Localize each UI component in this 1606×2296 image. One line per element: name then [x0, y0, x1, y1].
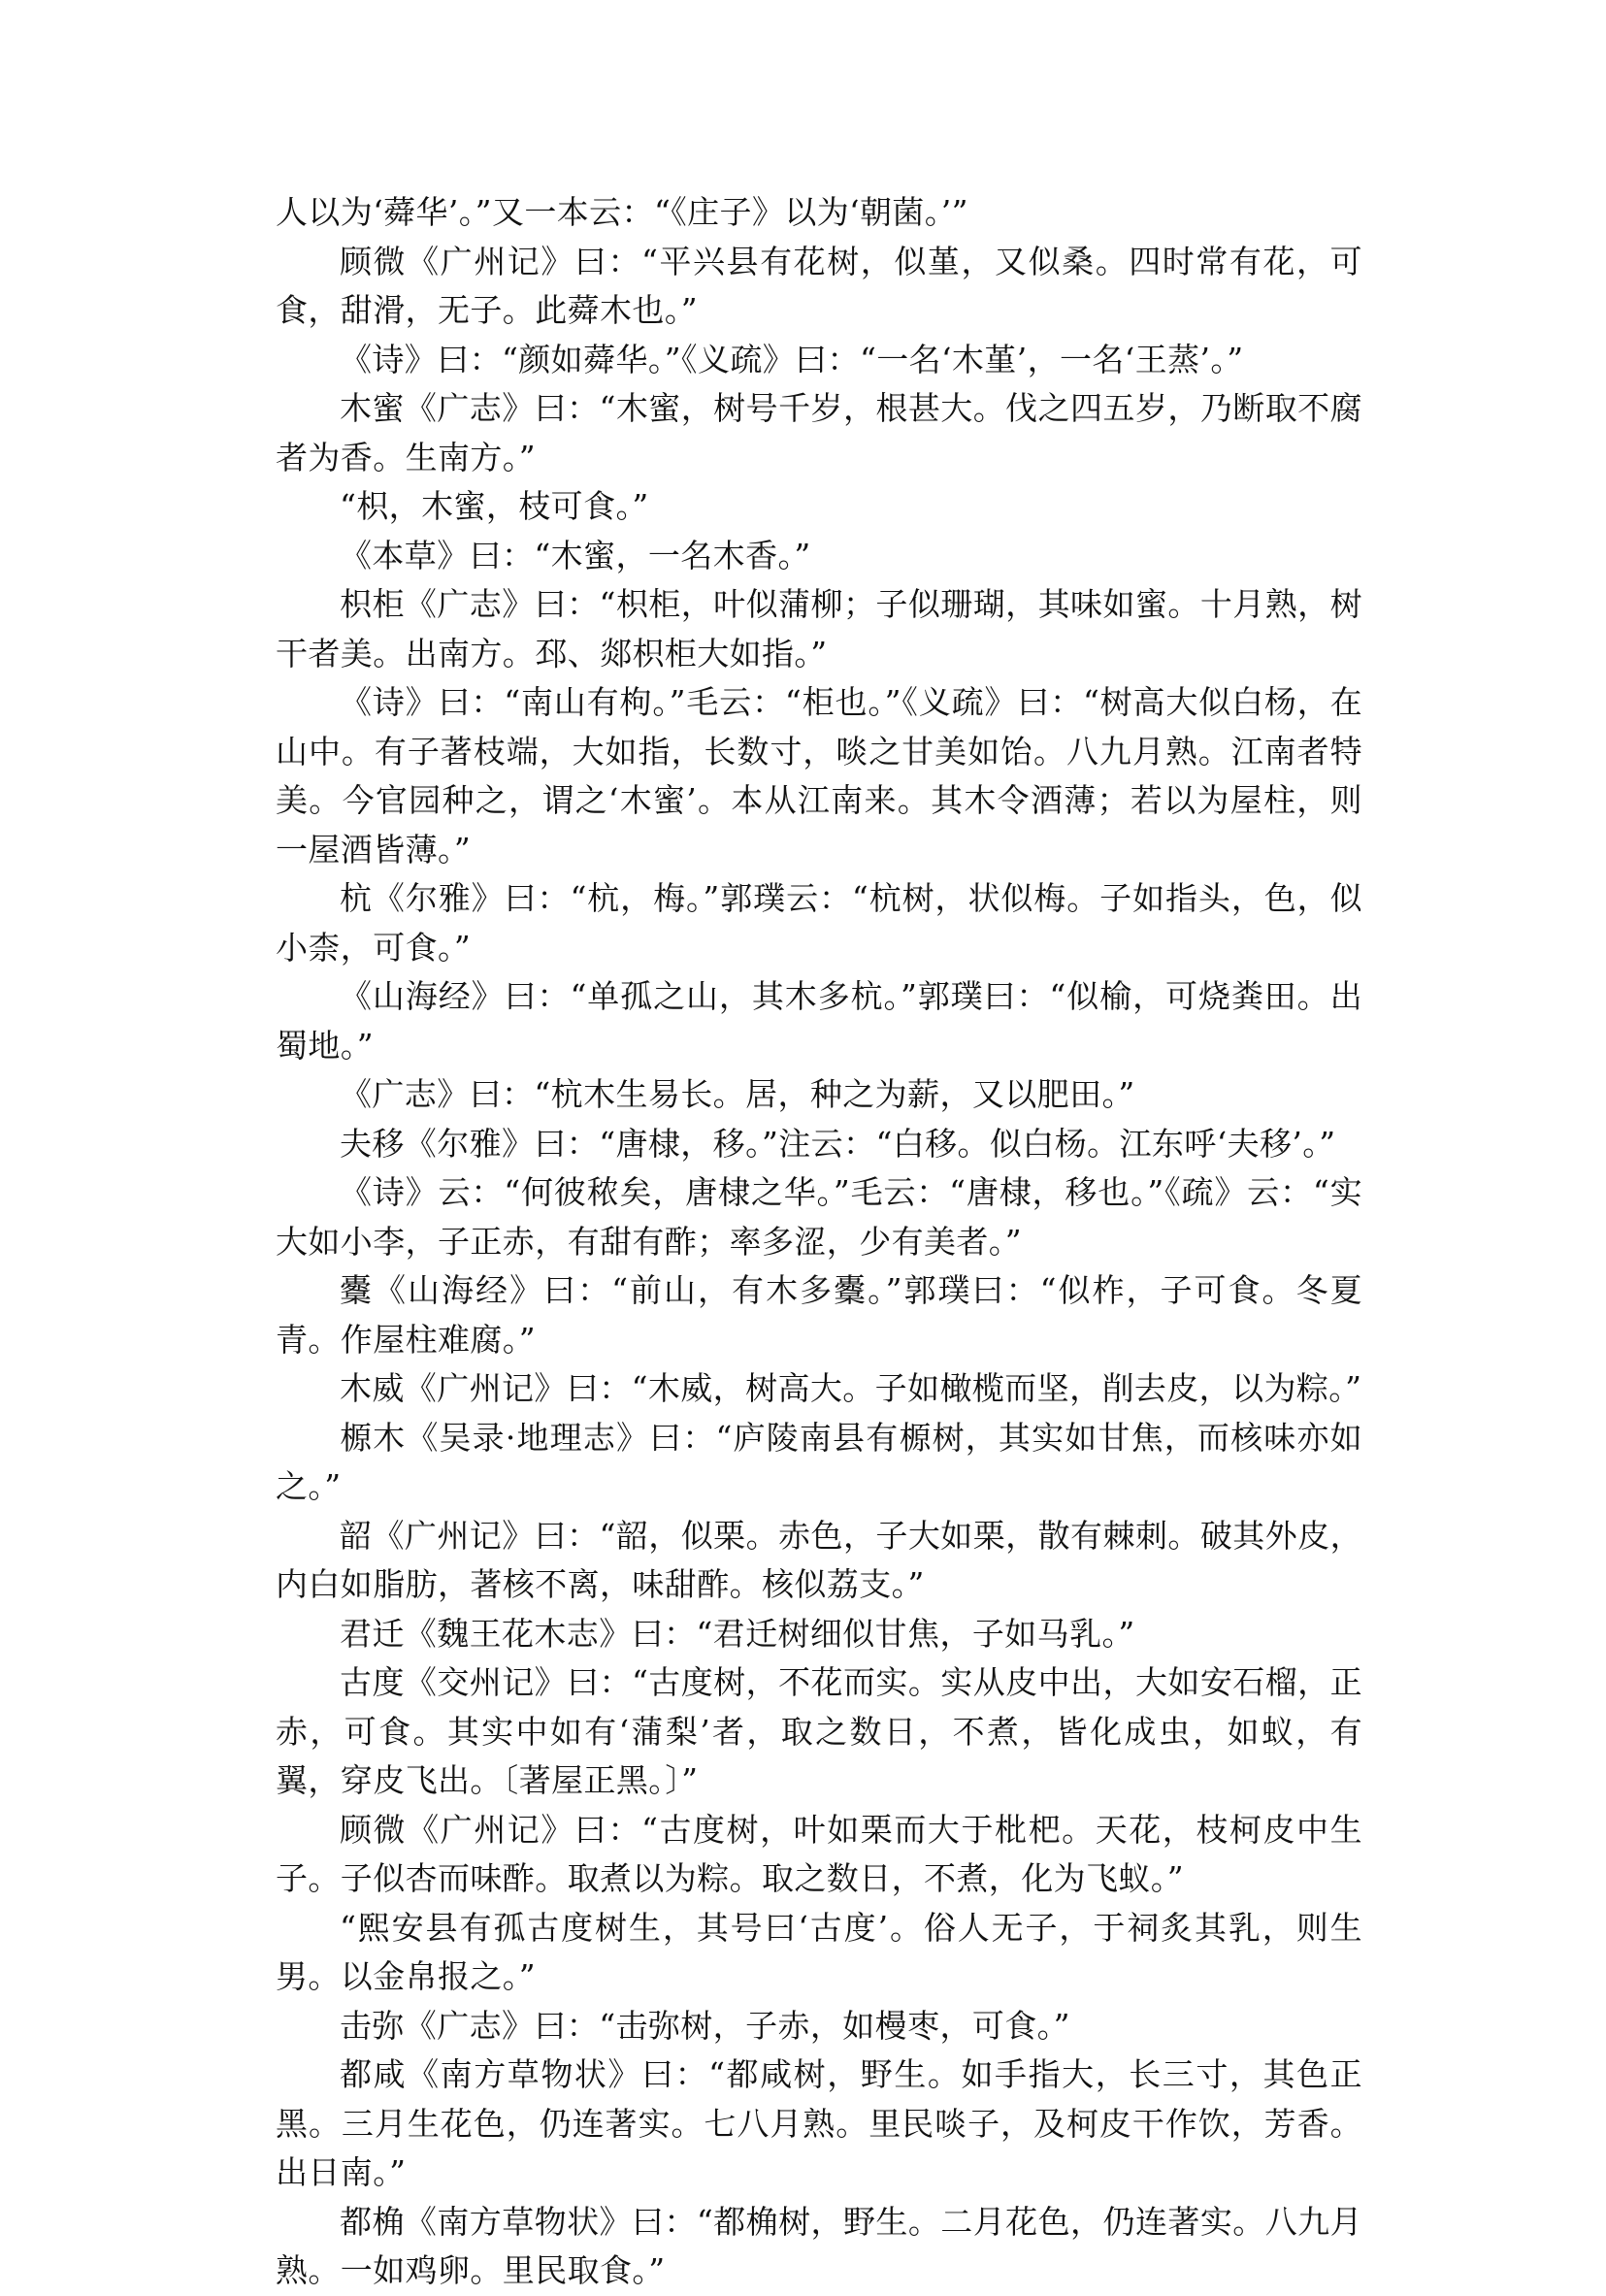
body-text — [276, 188, 1362, 2296]
paragraph: 《本草》曰：“木蜜，一名木香。” — [340, 536, 811, 574]
paragraph: 《山海经》曰：“单孤之山，其木多杭。”郭璞曰：“似榆，可烧粪田。出蜀地。” — [276, 977, 1362, 1065]
paragraph: 都桷《南方草物状》曰：“都桷树，野生。二月花色，仍连著实。八九月熟。一如鸡卵。里民取食。” — [276, 2202, 1362, 2289]
paragraph: 夫移《尔雅》曰：“唐棣，移。”注云：“白移。似白杨。江东呼‘夫移’。” — [340, 1124, 1336, 1163]
paragraph: “枳，木蜜，枝可食。” — [340, 487, 649, 525]
paragraph: 杭《尔雅》曰：“杭，梅。”郭璞云：“杭树，状似梅。子如指头，色，似小柰，可食。” — [276, 879, 1362, 967]
paragraph: 君迁《魏王花木志》曰：“君迁树细似甘焦，子如马乳。” — [340, 1614, 1135, 1653]
paragraph: 都咸《南方草物状》曰：“都咸树，野生。如手指大，长三寸，其色正黑。三月生花色，仍连著实。七八月熟。里民啖子，及柯皮干作饮，芳香。出日南。” — [276, 2055, 1362, 2191]
paragraph: 枳柜《广志》曰：“枳柜，叶似蒲柳；子似珊瑚，其味如蜜。十月熟，树干者美。出南方。邳、郯枳柜大如指。” — [276, 585, 1362, 672]
paragraph: 《诗》曰：“颜如蕣华。”《义疏》曰：“一名‘木堇’，一名‘王蒸’。” — [340, 340, 1244, 378]
paragraph: 櫜《山海经》曰：“前山，有木多櫜。”郭璞曰：“似柞，子可食。冬夏青。作屋柱难腐。” — [276, 1271, 1362, 1359]
paragraph: 古度《交州记》曰：“古度树，不花而实。实从皮中出，大如安石榴，正赤，可食。其实中如有‘蒲梨’者，取之数日，不煮，皆化成虫，如蚁，有翼，穿皮飞出。〔著屋正黑。〕” — [276, 1663, 1362, 1799]
paragraph: 顾微《广州记》曰：“平兴县有花树，似堇，又似桑。四时常有花，可食，甜滑，无子。此蕣木也。” — [276, 242, 1362, 329]
paragraph: “熙安县有孤古度树生，其号曰‘古度’。俗人无子，于祠炙其乳，则生男。以金帛报之。” — [276, 1908, 1362, 1995]
paragraph: 顾微《广州记》曰：“古度树，叶如栗而大于枇杷。天花，枝柯皮中生子。子似杏而味酢。取煮以为粽。取之数日，不煮，化为飞蚁。” — [276, 1810, 1362, 1897]
paragraph: 韶《广州记》曰：“韶，似栗。赤色，子大如栗，散有棘刺。破其外皮，内白如脂肪，著核不离，味甜酢。核似荔支。” — [276, 1516, 1362, 1603]
paragraph: 榞木《吴录·地理志》曰：“庐陵南县有榞树，其实如甘焦，而核味亦如之。” — [276, 1418, 1362, 1505]
paragraph: 击弥《广志》曰：“击弥树，子赤，如槾枣，可食。” — [340, 2006, 1070, 2045]
paragraph: 《广志》曰：“杭木生易长。居，种之为薪，又以肥田。” — [340, 1075, 1135, 1113]
paragraph: 《诗》云：“何彼秾矣，唐棣之华。”毛云：“唐棣，移也。”《疏》云：“实大如小李，子正赤，有甜有酢；率多涩，少有美者。” — [276, 1173, 1362, 1261]
paragraph: 木蜜《广志》曰：“木蜜，树号千岁，根甚大。伐之四五岁，乃断取不腐者为香。生南方。” — [276, 389, 1362, 476]
paragraph: 人以为‘蕣华’。”又一本云：“《庄子》以为‘朝菌。’” — [276, 193, 968, 231]
paragraph: 木威《广州记》曰：“木威，树高大。子如橄榄而坚，削去皮，以为粽。” — [340, 1369, 1362, 1407]
paragraph: 《诗》曰：“南山有枸。”毛云：“柜也。”《义疏》曰：“树高大似白杨，在山中。有子著枝端，大如指，长数寸，啖之甘美如饴。八九月熟。江南者特美。今官园种之，谓之‘木蜜’。本从江南来。其木令酒薄；若以为屋柱，则一屋酒皆薄。” — [276, 683, 1362, 869]
